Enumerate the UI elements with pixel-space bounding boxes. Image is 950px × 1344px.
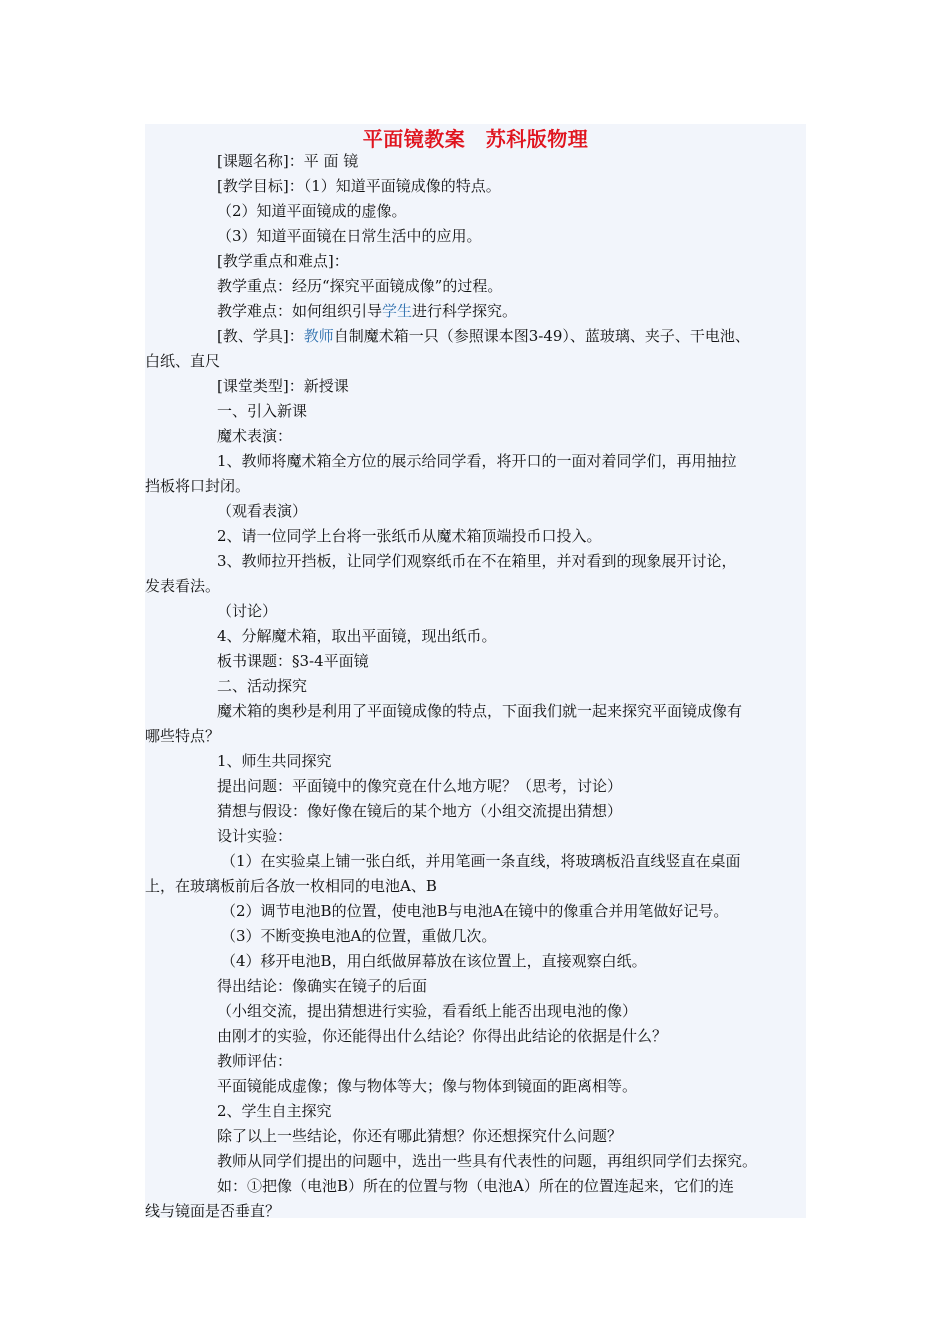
document-title: 平面镜教案 苏科版物理: [362, 127, 589, 151]
step-3-cont: 发表看法。: [145, 577, 221, 595]
exp-step-1-line: （1）在实验桌上铺一张白纸，并用笔画一条直线，将玻璃板沿直线竖直在桌面: [221, 852, 741, 870]
watch-note: （观看表演）: [217, 502, 308, 520]
hypothesis-line: 猜想与假设：像好像在镜后的某个地方（小组交流提出猜想）: [217, 802, 623, 820]
lesson-type-line: [课堂类型]：新授课: [217, 377, 349, 395]
question-line: 提出问题：平面镜中的像究竟在什么地方呢？（思考，讨论）: [217, 777, 623, 795]
design-experiment-line: 设计实验：: [217, 827, 293, 845]
joint-inquiry-heading: 1、师生共同探究: [217, 752, 332, 770]
board-topic-line: 板书课题：§3-4平面镜: [217, 652, 369, 670]
step-3-line: 3、教师拉开挡板，让同学们观察纸币在不在箱里，并对看到的现象展开讨论，: [217, 552, 737, 570]
conclusion-line: 得出结论：像确实在镜子的后面: [217, 977, 428, 995]
step-4-line: 4、分解魔术箱，取出平面镜，现出纸币。: [217, 627, 497, 645]
section-activity-heading: 二、活动探究: [217, 677, 308, 695]
step-1-line: 1、教师将魔术箱全方位的展示给同学看，将开口的一面对着同学们，再用抽拉: [217, 452, 737, 470]
difficulty-line: [145, 299, 887, 324]
activity-intro-line: 魔术箱的奥秒是利用了平面镜成像的特点，下面我们就一起来探究平面镜成像有: [217, 702, 743, 720]
self-inquiry-question: 除了以上一些结论，你还有哪此猜想？你还想探究什么问题？: [217, 1127, 623, 1145]
exp-step-2-line: （2）调节电池B的位置，使电池B与电池A在镜中的像重合并用笔做好记号。: [221, 902, 729, 920]
difficulty-text-end: 进行科学探究。: [412, 302, 518, 320]
teaching-goal-line: [教学目标]：（1）知道平面镜成像的特点。: [217, 177, 501, 195]
section-intro-heading: 一、引入新课: [217, 402, 308, 420]
tools-label: [教、学具]：: [217, 327, 304, 345]
key-point-line: 教学重点：经历“探究平面镜成像”的过程。: [217, 277, 503, 295]
difficulty-text: 教学难点：如何组织引导: [217, 302, 383, 320]
eval-result-line: 平面镜能成虚像；像与物体等大；像与物体到镜面的距离相等。: [217, 1077, 638, 1095]
exp-step-3-line: （3）不断变换电池A的位置，重做几次。: [221, 927, 497, 945]
goal-3-line: （3）知道平面镜在日常生活中的应用。: [217, 227, 482, 245]
group-note-line: （小组交流，提出猜想进行实验，看看纸上能否出现电池的像）: [217, 1002, 638, 1020]
teacher-eval-line: 教师评估：: [217, 1052, 293, 1070]
teacher-select-line: 教师从同学们提出的问题中，选出一些具有代表性的问题，再组织同学们去探究。: [217, 1152, 758, 1170]
example-cont: 线与镜面是否垂直？: [145, 1202, 281, 1220]
magic-show-line: 魔术表演：: [217, 427, 293, 445]
example-line: 如：①把像（电池B）所在的位置与物（电池A）所在的位置连起来，它们的连: [217, 1177, 734, 1195]
exp-step-1-cont: 上，在玻璃板前后各放一枚相同的电池A、B: [145, 877, 437, 895]
tools-text: 自制魔术箱一只（参照课本图3-49）、蓝玻璃、夹子、干电池、: [333, 327, 750, 345]
discuss-note: （讨论）: [217, 602, 278, 620]
student-link[interactable]: 学生: [382, 302, 413, 320]
step-1-cont: 挡板将口封闭。: [145, 477, 251, 495]
topic-name-line: [课题名称]：平 面 镜: [217, 152, 359, 170]
exp-step-4-line: （4）移开电池B，用白纸做屏幕放在该位置上，直接观察白纸。: [221, 952, 647, 970]
follow-question-line: 由刚才的实验，你还能得出什么结论？你得出此结论的依据是什么？: [217, 1027, 668, 1045]
tools-line-cont: 白纸、直尺: [145, 352, 221, 370]
teacher-link[interactable]: 教师: [303, 327, 334, 345]
step-2-line: 2、请一位同学上台将一张纸币从魔术箱顶端投币口投入。: [217, 527, 602, 545]
document-panel: [145, 124, 806, 1218]
tools-line: [145, 324, 887, 349]
goal-2-line: （2）知道平面镜成的虚像。: [217, 202, 407, 220]
key-difficult-heading: [教学重点和难点]：: [217, 252, 349, 270]
activity-intro-cont: 哪些特点？: [145, 727, 221, 745]
self-inquiry-heading: 2、学生自主探究: [217, 1102, 332, 1120]
